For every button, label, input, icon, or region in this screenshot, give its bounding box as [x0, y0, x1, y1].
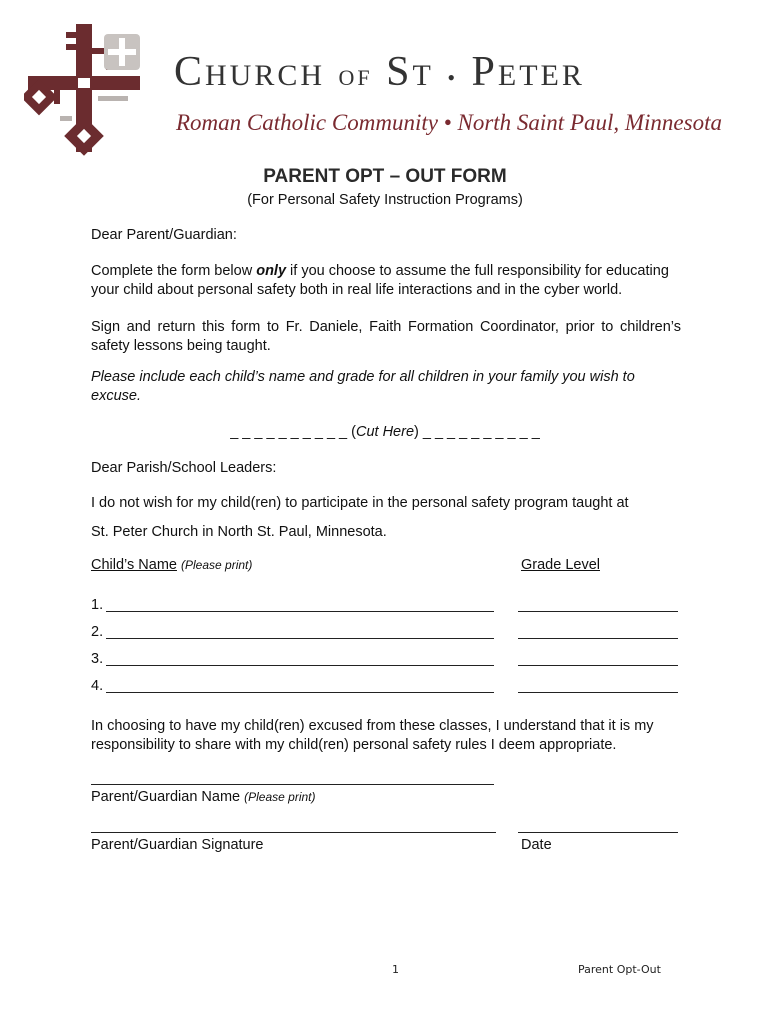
grade-field-2[interactable] — [518, 638, 678, 639]
instructions-paragraph: Complete the form below only if you choose to assume the full responsibility for educating your child about personal safety both in real life interactions and in the cyber world. — [91, 263, 669, 298]
date-field[interactable] — [518, 832, 678, 833]
form-subtitle: (For Personal Safety Instruction Programs) — [247, 192, 523, 208]
signature-label: Parent/Guardian Signature — [91, 837, 264, 853]
row-number-4: 4. — [91, 678, 104, 694]
row-number-2: 2. — [91, 624, 104, 640]
child-name-field-3[interactable] — [106, 665, 494, 666]
child-name-field-1[interactable] — [106, 611, 494, 612]
greeting: Dear Parent/Guardian: — [91, 227, 237, 243]
grade-field-4[interactable] — [518, 692, 678, 693]
parent-name-label: Parent/Guardian Name (Please print) — [91, 789, 316, 805]
signature-field[interactable] — [91, 832, 496, 833]
child-name-field-4[interactable] — [106, 692, 494, 693]
child-name-header: Child’s Name (Please print) — [91, 557, 253, 573]
return-paragraph: Sign and return this form to Fr. Daniele, Faith Formation Coordinator, prior to children’s safety lessons being taught. — [91, 319, 681, 354]
cut-here-line: _ _ _ _ _ _ _ _ _ _ (Cut Here) _ _ _ _ _ _ _ _ _ _ — [230, 424, 540, 440]
grade-field-1[interactable] — [518, 611, 678, 612]
row-number-1: 1. — [91, 597, 104, 613]
form-title: PARENT OPT – OUT FORM — [263, 166, 507, 187]
footer-doc-name: Parent Opt-Out — [578, 963, 661, 976]
statement-line-1: I do not wish for my child(ren) to participate in the personal safety program taught at — [91, 495, 629, 511]
greeting-leaders: Dear Parish/School Leaders: — [91, 460, 277, 476]
include-children-paragraph: Please include each child’s name and grade for all children in your family you wish to excuse. — [91, 369, 635, 404]
grade-field-3[interactable] — [518, 665, 678, 666]
parent-name-field[interactable] — [91, 784, 494, 785]
grade-level-header: Grade Level — [521, 557, 600, 573]
row-number-3: 3. — [91, 651, 104, 667]
key-cross-logo-icon — [24, 18, 154, 158]
organization-name: CHURCH OF ST • PETER — [174, 49, 585, 95]
closing-paragraph: In choosing to have my child(ren) excused from these classes, I understand that it is my responsibility to share with my child(ren) personal safety rules I deem appropriate. — [91, 718, 654, 753]
statement-line-2: St. Peter Church in North St. Paul, Minnesota. — [91, 524, 387, 540]
organization-subtitle: Roman Catholic Community • North Saint Paul, Minnesota — [176, 110, 722, 135]
child-name-field-2[interactable] — [106, 638, 494, 639]
page-number: 1 — [392, 963, 399, 976]
date-label: Date — [521, 837, 552, 853]
